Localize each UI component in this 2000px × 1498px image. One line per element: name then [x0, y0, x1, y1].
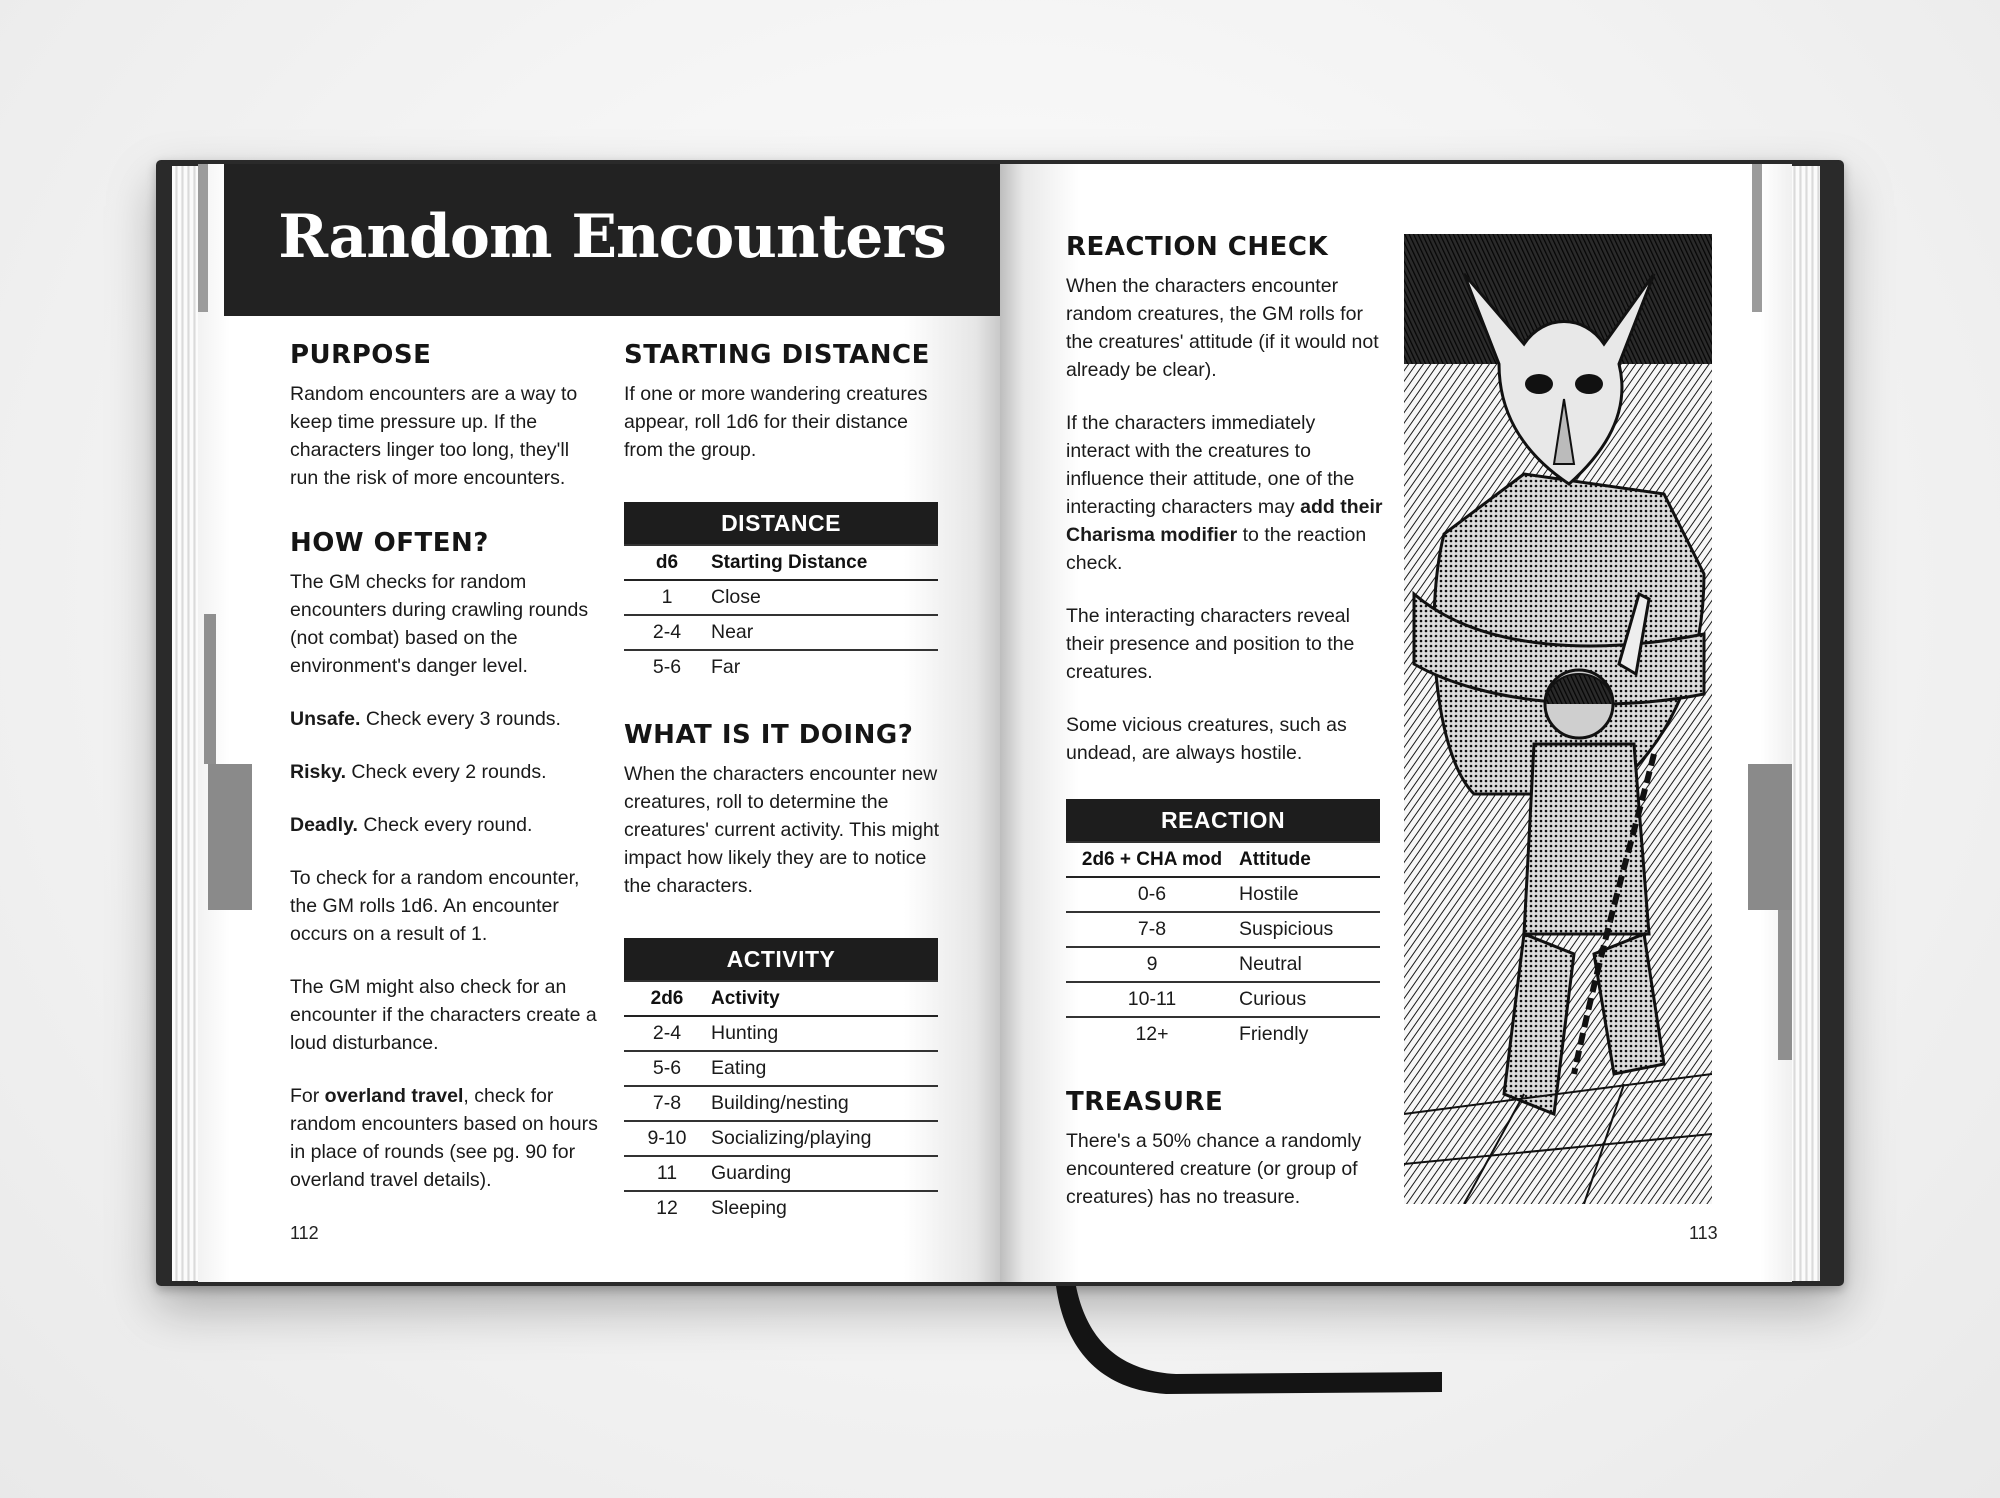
thumb-tab [1748, 764, 1792, 910]
overland-bold: overland travel [324, 1085, 464, 1107]
table-cell: Near [710, 615, 938, 650]
monster-and-warrior-illustration [1404, 234, 1712, 1204]
table-cell: Suspicious [1238, 912, 1380, 947]
what-doing-heading: WHAT IS IT DOING? [624, 720, 914, 750]
table-cell: Hunting [710, 1016, 938, 1051]
right-page [1000, 164, 1792, 1282]
table-row [1066, 947, 1380, 982]
table-cell: 1 [624, 580, 710, 615]
table-cell: 5-6 [624, 1051, 710, 1086]
distance-col-roll: d6 [624, 545, 710, 580]
risky-line [290, 758, 600, 786]
table-cell: Sleeping [711, 1197, 787, 1219]
bookmark-ribbon [1056, 1286, 1442, 1396]
table-cell: 9 [1066, 947, 1238, 982]
deadly-label: Deadly. [290, 814, 358, 836]
chapter-header-band [224, 164, 1000, 316]
reaction-p2-bold: add their Charisma modifier [1066, 496, 1383, 546]
right-column [624, 340, 944, 1261]
reaction-check-heading: REACTION CHECK [1066, 232, 1329, 262]
table-row [1066, 982, 1380, 1017]
reaction-p2-pre: If the characters immediately interact with the creatures to influence their attitude, one of the interacting characters may [1066, 412, 1355, 518]
table-cell: Neutral [1238, 947, 1380, 982]
table-cell: Curious [1238, 982, 1380, 1017]
overland-post: , check for random encounters based on hours in place of rounds (see pg. 90 for overland travel details). [290, 1085, 598, 1191]
starting-distance-text: If one or more wandering creatures appear, roll 1d6 for their distance from the group. [624, 383, 928, 461]
table-cell: 9-10 [624, 1121, 710, 1156]
table-row [624, 580, 938, 615]
deadly-text: Check every round. [357, 814, 533, 836]
unsafe-label: Unsafe. [290, 708, 361, 730]
table-row [624, 650, 938, 684]
reaction-column [1066, 232, 1384, 1236]
distance-table-title: DISTANCE [624, 502, 938, 545]
table-cell: 12 [656, 1197, 678, 1219]
overland-text [290, 1082, 600, 1194]
unsafe-text: Check every 3 rounds. [360, 708, 561, 730]
purpose-text: Random encounters are a way to keep time pressure up. If the characters linger too long, they'll run the risk of more encounters. [290, 383, 578, 489]
table-cell: 7-8 [1066, 912, 1238, 947]
what-doing-text: When the characters encounter new creatures, roll to determine the creatures' current activity. This might impact how likely they are to notice the characters. [624, 763, 940, 897]
table-cell: Eating [710, 1051, 938, 1086]
disturbance-text: The GM might also check for an encounter if the characters create a loud disturbance. [290, 976, 597, 1054]
table-row [624, 1016, 938, 1051]
unsafe-line [290, 705, 600, 733]
activity-table-title: ACTIVITY [624, 938, 938, 981]
table-row [624, 1156, 938, 1191]
reaction-col-result: Attitude [1238, 842, 1380, 877]
activity-col-roll: 2d6 [624, 981, 710, 1016]
table-cell: 12+ [1135, 1023, 1169, 1045]
table-row [624, 1086, 938, 1121]
illustration [1404, 234, 1712, 1204]
thumb-tab [1778, 910, 1792, 1060]
table-cell: 7-8 [624, 1086, 710, 1121]
risky-label: Risky. [290, 761, 347, 783]
table-row [1066, 912, 1380, 947]
thumb-tab [1752, 164, 1762, 312]
table-cell: 10-11 [1066, 982, 1238, 1017]
risky-text: Check every 2 rounds. [346, 761, 547, 783]
table-cell: Friendly [1239, 1023, 1309, 1045]
overland-pre: For [290, 1085, 325, 1107]
reaction-p2 [1066, 409, 1384, 577]
table-row [624, 1121, 938, 1156]
reaction-col-roll: 2d6 + CHA mod [1066, 842, 1238, 877]
page-number-left: 112 [290, 1223, 319, 1243]
thumb-tab [204, 614, 216, 764]
treasure-heading: TREASURE [1066, 1087, 1224, 1117]
reaction-p3: The interacting characters reveal their presence and position to the creatures. [1066, 605, 1355, 683]
table-cell: 2-4 [624, 1016, 710, 1051]
reaction-table-title: REACTION [1066, 799, 1380, 842]
table-row [624, 1051, 938, 1086]
table-row [624, 1191, 938, 1225]
page-edges-right [1790, 166, 1820, 1281]
how-often-heading: HOW OFTEN? [290, 528, 489, 558]
table-row [1066, 877, 1380, 912]
chapter-title: Random Encounters [278, 202, 946, 272]
table-cell: Hostile [1238, 877, 1380, 912]
thumb-tab [198, 164, 208, 312]
treasure-text: There's a 50% chance a randomly encountered creature (or group of creatures) has no treasure. [1066, 1130, 1362, 1208]
table-cell: Close [710, 580, 938, 615]
reaction-p2-post: to the reaction check. [1066, 524, 1367, 574]
activity-col-result: Activity [710, 981, 938, 1016]
distance-table [624, 502, 938, 684]
table-cell: Socializing/playing [710, 1121, 938, 1156]
left-column [290, 340, 600, 1219]
check-text: To check for a random encounter, the GM rolls 1d6. An encounter occurs on a result of 1. [290, 867, 580, 945]
distance-col-result: Starting Distance [710, 545, 938, 580]
table-row [1066, 1017, 1380, 1051]
table-row [624, 615, 938, 650]
how-often-intro: The GM checks for random encounters during crawling rounds (not combat) based on the environment's danger level. [290, 571, 589, 677]
reaction-p1: When the characters encounter random creatures, the GM rolls for the creatures' attitude (if it would not already be clear). [1066, 275, 1379, 381]
purpose-heading: PURPOSE [290, 340, 432, 370]
table-cell: Guarding [710, 1156, 938, 1191]
starting-distance-heading: STARTING DISTANCE [624, 340, 930, 370]
reaction-p4: Some vicious creatures, such as undead, are always hostile. [1066, 714, 1347, 764]
thumb-tab [208, 764, 252, 910]
activity-table [624, 938, 938, 1225]
page-number-right: 113 [1689, 1223, 1718, 1243]
left-page [198, 164, 1000, 1282]
table-cell: 11 [624, 1156, 710, 1191]
table-cell: 5-6 [652, 656, 682, 678]
deadly-line [290, 811, 600, 839]
table-cell: Far [711, 656, 741, 678]
table-cell: 2-4 [624, 615, 710, 650]
reaction-table [1066, 799, 1380, 1051]
table-cell: 0-6 [1066, 877, 1238, 912]
table-cell: Building/nesting [710, 1086, 938, 1121]
